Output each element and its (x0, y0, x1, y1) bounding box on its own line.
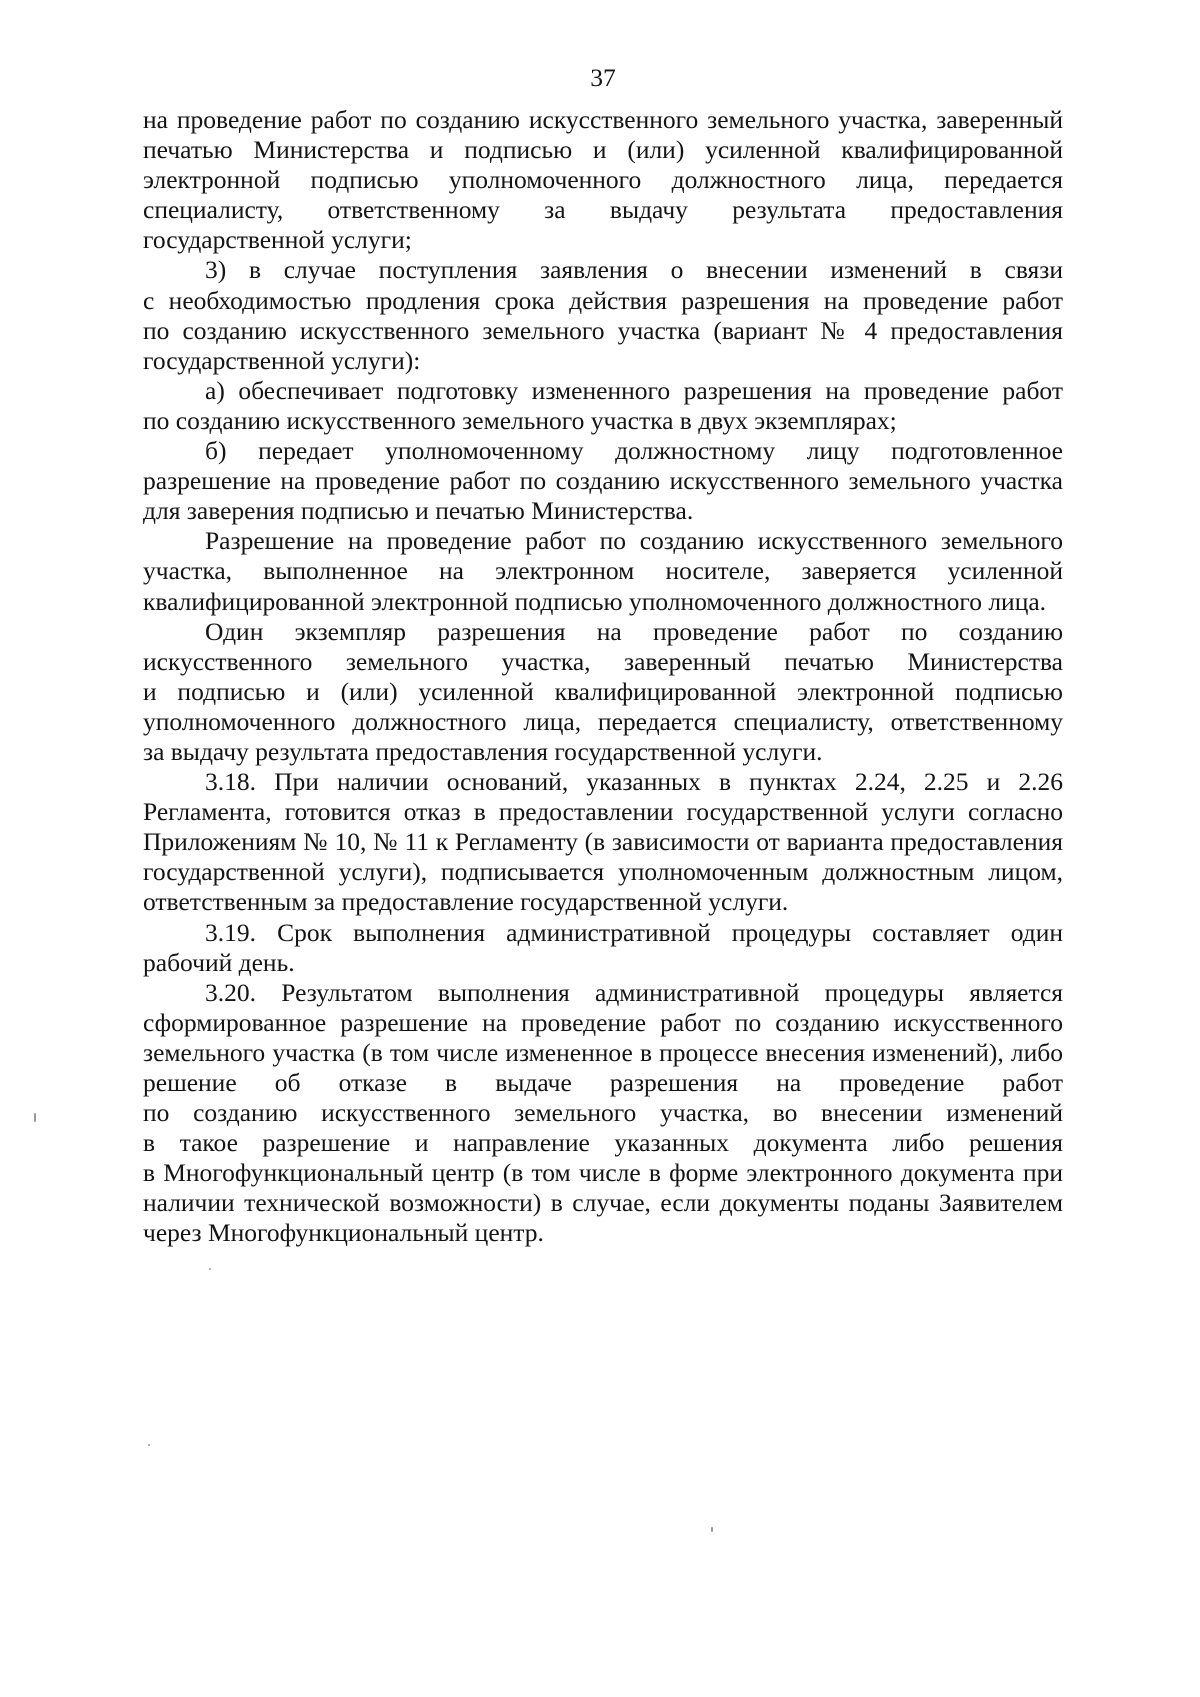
text-line: на проведение работ по созданию искусственного земельного участка, заверенный (143, 105, 1063, 134)
text-line: 3.19. Срок выполнения административной процедуры составляет один (205, 917, 1063, 947)
text-line: сформированное разрешение на проведение работ по созданию искусственного (143, 1007, 1063, 1037)
text-line: печатью Министерства и подписью и (или) усиленной квалифицированной (143, 135, 1063, 165)
scan-speck (34, 1113, 36, 1122)
text-line: специалисту, ответственному за выдачу результата предоставления (143, 195, 1063, 225)
text-line: рабочий день. (143, 947, 295, 977)
text-line: 3) в случае поступления заявления о внесении изменений в связи (205, 255, 1063, 285)
text-line: б) передает уполномоченному должностному лицу подготовленное (205, 436, 1063, 466)
text-line: разрешение на проведение работ по созданию искусственного земельного участка (143, 466, 1063, 496)
scan-speck (711, 1527, 713, 1532)
text-line: по созданию искусственного земельного участка, во внесении изменений (143, 1098, 1063, 1128)
text-line: квалифицированной электронной подписью уполномоченного должностного лица. (143, 586, 1047, 616)
text-line: наличии технической возможности) в случае, если документы поданы Заявителем (143, 1188, 1063, 1218)
text-line: 3.20. Результатом выполнения административной процедуры является (205, 977, 1063, 1007)
text-line: Один экземпляр разрешения на проведение работ по созданию (205, 616, 1063, 646)
text-line: в такое разрешение и направление указанных документа либо решения (143, 1128, 1063, 1158)
text-line: государственной услуги): (143, 345, 421, 375)
text-line: участка, выполненное на электронном носителе, заверяется усиленной (143, 556, 1063, 586)
text-line: и подписью и (или) усиленной квалифицированной электронной подписью (143, 676, 1063, 706)
text-line: ответственным за предоставление государственной услуги. (143, 887, 789, 917)
item-3-paragraph (143, 255, 1063, 375)
section-3-19-paragraph (143, 918, 1063, 978)
continued-paragraph (143, 105, 1063, 255)
paper-copy-paragraph (143, 617, 1063, 767)
section-3-20-paragraph (143, 978, 1063, 1249)
text-line: земельного участка (в том числе измененное в процессе внесения изменений), либо (143, 1037, 1063, 1067)
text-line: по созданию искусственного земельного участка в двух экземплярах; (143, 405, 897, 435)
electronic-permit-paragraph (143, 526, 1063, 616)
text-line: по созданию искусственного земельного участка (вариант № 4 предоставления (143, 315, 1063, 345)
scan-speck (209, 1268, 211, 1270)
page-number: 37 (590, 63, 616, 92)
text-line: уполномоченного должностного лица, передается специалисту, ответственному (143, 706, 1063, 736)
text-line: а) обеспечивает подготовку измененного разрешения на проведение работ (205, 375, 1063, 405)
text-line: для заверения подписью и печатью Министерства. (143, 496, 694, 526)
section-3-18-paragraph (143, 767, 1063, 917)
text-line: решение об отказе в выдаче разрешения на проведение работ (143, 1068, 1063, 1097)
text-line: искусственного земельного участка, заверенный печатью Министерства (143, 646, 1063, 676)
text-line: Приложениям № 10, № 11 к Регламенту (в зависимости от варианта предоставления (143, 827, 1063, 857)
scan-speck (148, 1444, 150, 1446)
text-line: за выдачу результата предоставления государственной услуги. (143, 736, 823, 766)
text-line: Разрешение на проведение работ по созданию искусственного земельного (205, 526, 1063, 556)
subitem-a-paragraph (143, 376, 1063, 436)
text-line: в Многофункциональный центр (в том числе в форме электронного документа при (143, 1158, 1063, 1188)
text-line: с необходимостью продления срока действия разрешения на проведение работ (143, 285, 1063, 315)
document-body (143, 105, 1063, 1249)
text-line: государственной услуги), подписывается уполномоченным должностным лицом, (143, 857, 1063, 887)
text-line: электронной подписью уполномоченного должностного лица, передается (143, 165, 1063, 195)
text-line: государственной услуги; (143, 225, 412, 255)
subitem-b-paragraph (143, 436, 1063, 526)
text-line: 3.18. При наличии оснований, указанных в пунктах 2.24, 2.25 и 2.26 (205, 767, 1063, 797)
text-line: через Многофункциональный центр. (143, 1218, 544, 1248)
text-line: Регламента, готовится отказ в предоставлении государственной услуги согласно (143, 797, 1063, 827)
